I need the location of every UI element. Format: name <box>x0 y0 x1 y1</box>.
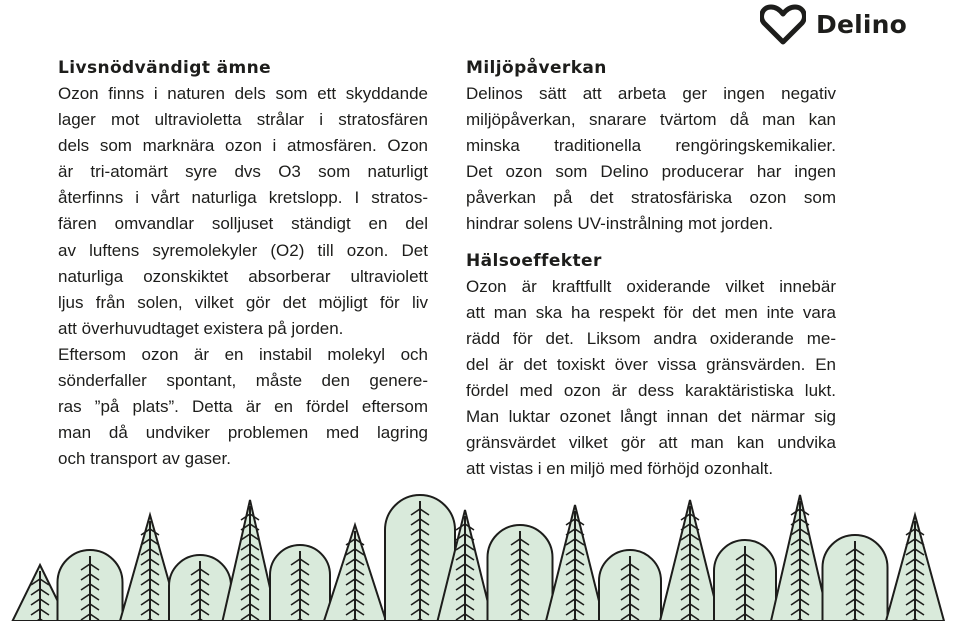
text-line: Ozon finns i naturen dels som ett skyddande <box>58 84 428 103</box>
text-line: del är det toxiskt över vissa gränsvärden. En <box>466 354 836 374</box>
round-tree-icon <box>599 550 661 621</box>
text-line: fördel med ozon är dess karaktäristiska lukt. <box>466 380 836 400</box>
text-line: att man ska ha respekt för det men inte vara <box>466 302 836 322</box>
text-line: ras ”på plats”. Detta är en fördel eftersom <box>58 397 428 417</box>
text-line: hindrar solens UV-instrålning mot jorden. <box>466 214 774 234</box>
right-column <box>466 55 836 482</box>
text-line: gränsvärdet vilket gör att man kan undvika <box>466 433 836 453</box>
round-tree-icon <box>714 540 776 621</box>
pine-tree-icon <box>660 500 720 621</box>
text-line: Eftersom ozon är en instabil molekyl och <box>58 344 428 364</box>
pine-tree-icon <box>771 495 829 621</box>
text-line: fären omvandlar solljuset ständigt en del <box>58 214 428 234</box>
text-line: dels som marknära ozon i atmosfären. Ozon <box>58 136 428 156</box>
heading-environmental-impact: Miljöpåverkan <box>466 58 607 78</box>
text-line: att vistas i en miljö med förhöjd ozonhalt. <box>466 459 774 479</box>
heart-outline-icon <box>760 3 806 45</box>
heading-essential: Livsnödvändigt ämne <box>58 58 272 78</box>
pine-tree-icon <box>324 525 386 621</box>
heading-health-effects: Hälsoeffekter <box>466 250 602 271</box>
round-tree-icon <box>270 545 330 621</box>
text-line: miljöpåverkan, snarare tvärtom då man kan <box>466 110 836 130</box>
round-tree-icon <box>488 525 553 621</box>
text-line: lager mot ultravioletta strålar i stratosfären <box>58 110 428 130</box>
round-tree-icon <box>169 555 231 621</box>
text-line: man då undviker problemen med lagring <box>58 423 428 443</box>
text-line: minska traditionella rengöringskemikalier. <box>466 136 836 156</box>
brand-name: Delino <box>816 9 908 39</box>
text-line: Delinos sätt att arbeta ger ingen negativ <box>466 84 836 103</box>
brand-logo <box>760 2 907 46</box>
left-column <box>58 55 428 472</box>
round-tree-icon <box>58 550 123 621</box>
pine-tree-icon <box>546 505 604 621</box>
tree-row-illustration <box>0 470 960 621</box>
pine-tree-icon <box>886 515 944 621</box>
text-line: Man luktar ozonet långt innan det närmar sig <box>466 407 836 427</box>
text-line: Ozon är kraftfullt oxiderande vilket innebär <box>466 276 836 296</box>
text-line: och transport av gaser. <box>58 449 231 469</box>
text-line: av luftens syremolekyler (O2) till ozon. Det <box>58 240 428 260</box>
text-line: påverkan på det stratosfäriska ozon som <box>466 188 836 208</box>
text-line: ljus från solen, vilket gör det möjligt för liv <box>58 292 428 312</box>
text-line: Det ozon som Delino producerar har ingen <box>466 162 836 182</box>
text-line: är tri-atomärt syre dvs O3 som naturligt <box>58 162 428 182</box>
text-line: återfinns i vårt naturliga kretslopp. I stratos- <box>58 188 428 208</box>
text-line: rädd för det. Liksom andra oxiderande me- <box>466 328 836 348</box>
text-line: att överhuvudtaget existera på jorden. <box>58 318 344 338</box>
text-line: naturliga ozonskiktet absorberar ultraviolett <box>58 266 428 286</box>
text-line: sönderfaller spontant, måste den genere- <box>58 371 428 391</box>
round-tree-icon <box>823 535 888 621</box>
